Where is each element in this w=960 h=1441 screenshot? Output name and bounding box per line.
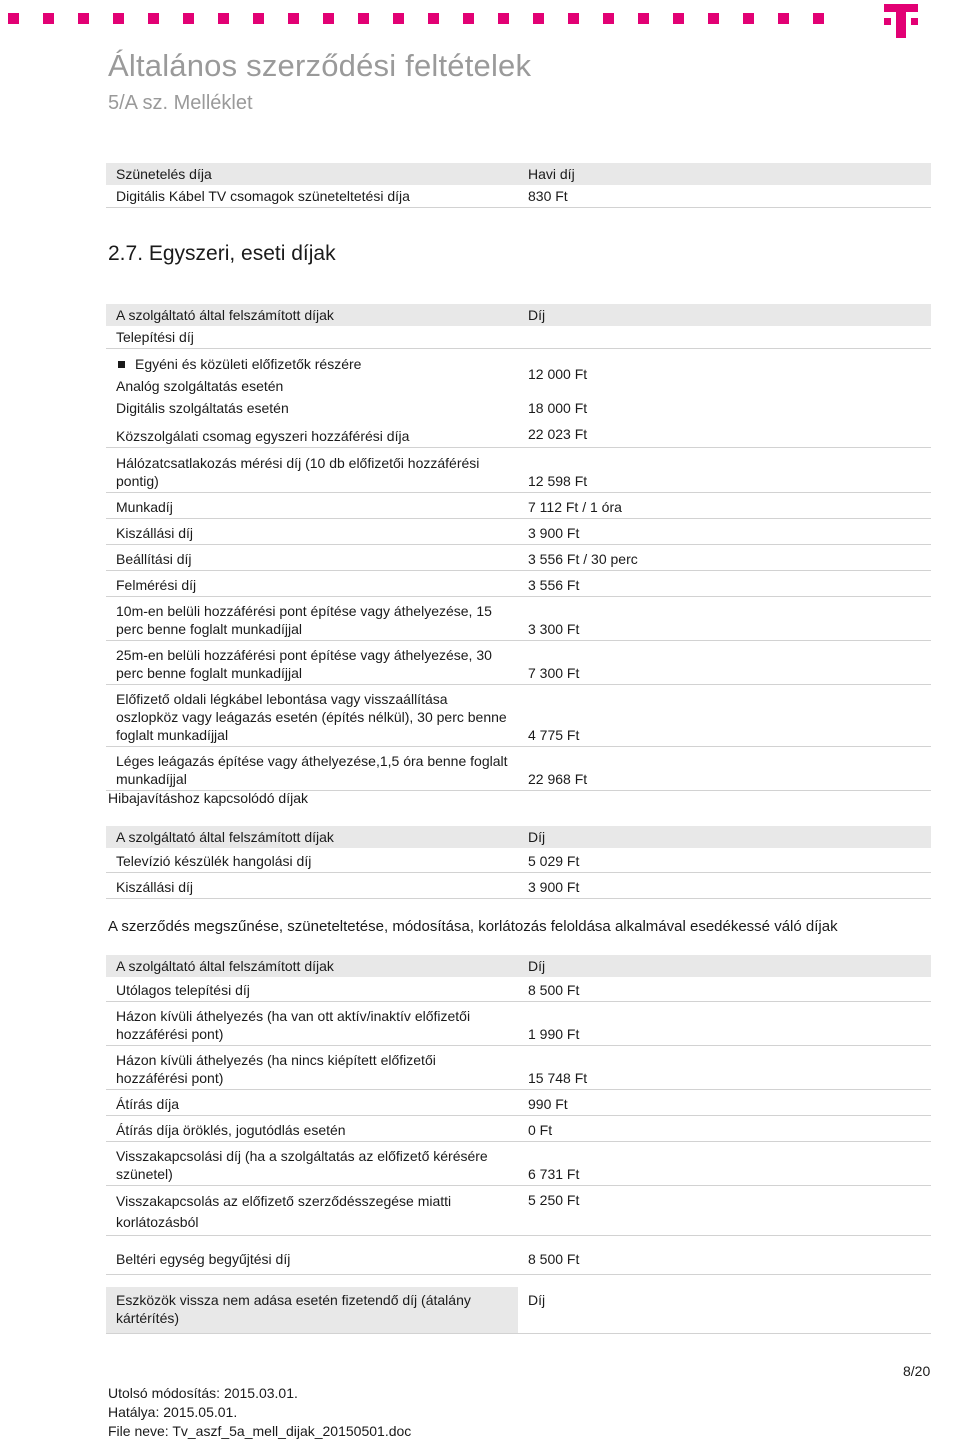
transfer-value: 990 Ft [518,1090,931,1116]
analog-label: Analóg szolgáltatás esetén [116,378,284,394]
network-measure-bold: Hálózatcsatlakozás mérési díj [116,455,302,471]
footer-modified: Utolsó módosítás: 2015.03.01. [108,1385,298,1401]
section-title: 2.7. Egyszeri, eseti díjak [108,242,336,265]
public-package-label: Közszolgálati csomag egyszeri hozzáférési díja [106,419,518,448]
public-package-value: 22 023 Ft [518,419,931,448]
aerial-branch-value: 22 968 Ft [518,747,931,791]
labour-label: Munkadíj [106,493,518,519]
setup-label: Beállítási díj [106,545,518,571]
digital-label: Digitális szolgáltatás esetén [116,400,289,416]
repair-fees-table [106,826,931,899]
setup-value: 3 556 Ft / 30 perc [518,545,931,571]
fees-col2-header: Díj [518,304,931,326]
transfer-label: Átírás díja [106,1090,518,1116]
document-title: Általános szerződési feltételek [108,48,532,83]
survey-label: Felmérési díj [106,571,518,597]
equipment-header: Eszközök vissza nem adása esetén fizetendő díj (átalány kártérítés) [106,1287,518,1334]
suspension-row-label: Digitális Kábel TV csomagok szüneteltetési díja [106,185,518,208]
term-col1-header: A szolgáltató által felszámított díjak [106,955,518,977]
point-10m-value: 3 300 Ft [518,597,931,641]
reconnect-suspension-bold: Visszakapcsolási díj [116,1148,242,1164]
transfer-inherit-rest: öröklés, jogutódlás esetén [179,1122,346,1138]
aerial-branch-label: Léges leágazás építése vagy áthelyezése,1,5 óra benne foglalt munkadíjjal [106,747,518,791]
transfer-inherit-bold: Átírás díja [116,1122,180,1138]
reconnect-breach-bold: Visszakapcsolás [116,1193,220,1209]
equipment-col2: Díj [518,1287,931,1334]
repair-section-title: Hibajavításhoz kapcsolódó díjak [108,790,309,806]
aerial-cable-value: 4 775 Ft [518,685,931,747]
footer-effective: Hatálya: 2015.05.01. [108,1404,238,1420]
repair-callout-label: Kiszállási díj [106,873,518,899]
termination-fees-table [106,955,931,1334]
aerial-cable-label: Előfizető oldali légkábel lebontása vagy visszaállítása oszlopköz vagy leágazás esetén (építés nélkül), 30 perc benne foglalt munkadíjjal [106,685,518,747]
move-none-rest: (ha nincs kiépített előfizetői hozzáférési pont) [116,1052,436,1086]
point-10m-label: 10m-en belüli hozzáférési pont építése vagy áthelyezése, 15 perc benne foglalt munkadíjjal [106,597,518,641]
point-25m-value: 7 300 Ft [518,641,931,685]
reconnect-suspension-rest: (ha a szolgáltatás az előfizető kérésére szünetel) [116,1148,488,1182]
move-none-label [106,1046,518,1090]
network-measure-value: 12 598 Ft [518,448,931,493]
later-install-value: 8 500 Ft [518,977,931,1002]
reconnect-suspension-label [106,1142,518,1186]
move-none-value: 15 748 Ft [518,1046,931,1090]
indoor-unit-value: 8 500 Ft [518,1236,931,1275]
reconnect-breach-label [106,1186,518,1236]
later-install-label: Utólagos telepítési díj [106,977,518,1002]
reconnect-suspension-value: 6 731 Ft [518,1142,931,1186]
bullet-icon [118,361,125,368]
point-25m-label: 25m-en belüli hozzáférési pont építése vagy áthelyezése, 30 perc benne foglalt munkadíjjal [106,641,518,685]
tv-tuning-label: Televízió készülék hangolási díj [106,848,518,873]
document-subtitle: 5/A sz. Melléklet [108,92,253,114]
network-measure-rest: (10 db előfizetői hozzáférési pontig) [116,455,480,489]
install-fee-header: Telepítési díj [106,326,518,349]
suspension-col1-header: Szünetelés díja [106,163,518,185]
reconnect-breach-rest: az előfizető szerződésszegése miatti korlátozásból [116,1193,452,1230]
transfer-inherit-value: 0 Ft [518,1116,931,1142]
install-bullet-text: Egyéni és közületi előfizetők részére [135,356,362,372]
brand-bar [0,0,960,40]
reconnect-breach-value: 5 250 Ft [518,1186,931,1236]
digital-value: 18 000 Ft [528,400,588,416]
labour-value: 7 112 Ft / 1 óra [518,493,931,519]
fees-col1-header: A szolgáltató által felszámított díjak [106,304,518,326]
indoor-unit-label: Beltéri egység begyűjtési díj [106,1236,518,1275]
transfer-inherit-label [106,1116,518,1142]
page-number: 8/20 [903,1363,931,1379]
analog-value: 12 000 Ft [528,366,588,382]
one-off-fees-table [106,304,931,791]
move-none-bold: Házon kívüli áthelyezés [116,1052,264,1068]
callout-label: Kiszállási díj [106,519,518,545]
termination-section-title: A szerződés megszűnése, szüneteltetése, módosítása, korlátozás feloldása alkalmával esedékessé váló díjak [108,918,838,935]
tv-tuning-value: 5 029 Ft [518,848,931,873]
network-measure-label [106,448,518,493]
move-active-value: 1 990 Ft [518,1002,931,1046]
move-active-rest: (ha van ott aktív/inaktív előfizetői hozzáférési pont) [116,1008,471,1042]
suspension-row-value: 830 Ft [518,185,931,208]
telekom-t-logo-icon [884,2,918,40]
move-active-label [106,1002,518,1046]
footer [108,1384,411,1441]
repair-col2-header: Díj [518,826,931,848]
install-bullet-row [106,349,518,376]
footer-filename: File neve: Tv_aszf_5a_mell_dijak_20150501.doc [108,1423,412,1439]
move-active-bold: Házon kívüli áthelyezés [116,1008,264,1024]
suspension-table [106,163,931,208]
suspension-col2-header: Havi díj [518,163,931,185]
callout-value: 3 900 Ft [518,519,931,545]
repair-callout-value: 3 900 Ft [518,873,931,899]
brand-squares [8,13,848,24]
repair-col1-header: A szolgáltató által felszámított díjak [106,826,518,848]
survey-value: 3 556 Ft [518,571,931,597]
term-col2-header: Díj [518,955,931,977]
